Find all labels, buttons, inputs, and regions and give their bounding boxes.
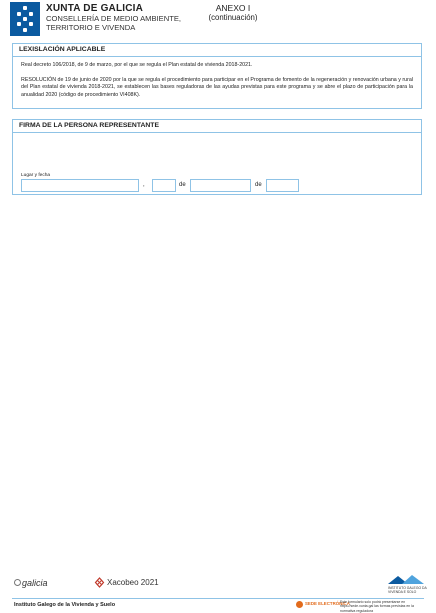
signature-title: FIRMA DE LA PERSONA REPRESENTANTE <box>13 120 421 133</box>
year-field[interactable] <box>266 179 299 192</box>
org-line-1: XUNTA DE GALICIA <box>46 3 144 14</box>
page-header <box>10 2 426 42</box>
legislation-paragraph-1: Real decreto 106/2018, de 9 de marzo, por el que se regula el Plan estatal de vivienda 2018-2021. <box>21 62 253 68</box>
annex-heading <box>197 3 269 23</box>
legislation-paragraph-2: RESOLUCIÓN de 19 de junio de 2020 por la que se regula el procedimiento para participar en el Programa de fomento de la regeneración y renovación urbana y rural del Plan estatal de vivienda 2018-2021, se establecen las bases reguladoras de las ayudas previstas para este programa y se abre el plazo de participación para la anualidad 2020 (código de procedimiento VI408K). <box>21 77 413 98</box>
place-date-label: Lugar y fecha <box>21 173 51 178</box>
footer-logos <box>0 572 436 592</box>
footer-note: Este formulario solo podrá presentarse en https://sede.xunta.gal las formas previstas en la normativa reguladora <box>340 600 414 613</box>
sede-electronica-label: SEDE ELECTRÓNICA <box>305 601 350 606</box>
xacobeo-logo: Xacobeo 2021 <box>107 578 159 587</box>
month-field[interactable] <box>190 179 251 192</box>
signature-section <box>12 119 422 195</box>
footer-institute: Instituto Galego de la Vivienda y Suelo <box>14 602 116 608</box>
legislation-section <box>12 43 422 109</box>
footer-divider <box>12 598 424 599</box>
sede-electronica-icon <box>296 601 303 608</box>
annex-title: ANEXO I <box>215 3 251 13</box>
xunta-shield-logo-icon <box>10 2 40 36</box>
ivs-logo-text: INSTITUTO GALEGO DA VIVENDA E SOLO <box>388 586 427 594</box>
de-separator-1: de <box>179 182 186 188</box>
de-separator-2: de <box>255 182 262 188</box>
legislation-title: LEXISLACIÓN APLICABLE <box>13 44 421 57</box>
comma-separator: , <box>143 182 145 188</box>
place-field[interactable] <box>21 179 139 192</box>
organization-name <box>46 3 181 32</box>
galicia-mark-icon <box>14 579 21 586</box>
xacobeo-mark-icon <box>94 577 105 588</box>
galicia-logo: galicia <box>22 578 48 588</box>
org-line-2: CONSELLERÍA DE MEDIO AMBIENTE, <box>46 14 182 23</box>
day-field[interactable] <box>152 179 176 192</box>
annex-subtitle: (continuación) <box>208 13 258 22</box>
org-line-3: TERRITORIO E VIVENDA <box>46 23 136 32</box>
